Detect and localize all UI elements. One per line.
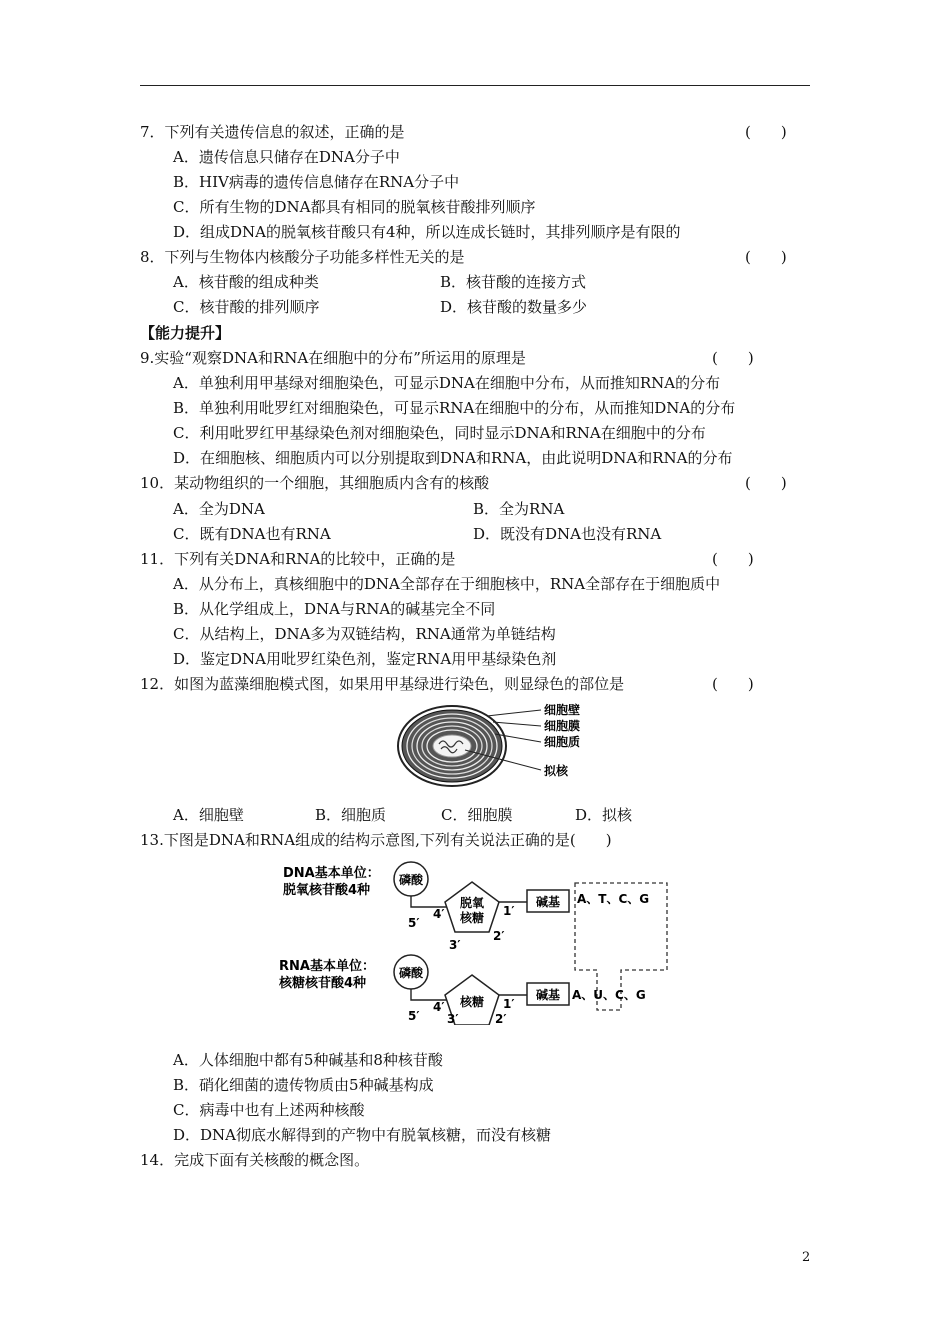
dna-carbon-3: 3′ xyxy=(449,938,461,952)
dna-title-line2: 脱氧核苷酸4种 xyxy=(283,883,371,898)
rna-title-line1: RNA基本单位： xyxy=(279,959,375,974)
q9-option-d: D．在细胞核、细胞质内可以分别提取到DNA和RNA，由此说明DNA和RNA的分布 xyxy=(173,449,733,467)
q13-option-d: D．DNA彻底水解得到的产物中有脱氧核糖，而没有核糖 xyxy=(173,1126,552,1144)
q9-stem: 9.实验“观察DNA和RNA在细胞中的分布”所运用的原理是 xyxy=(140,349,526,367)
section-heading: 【能力提升】 xyxy=(140,324,231,342)
q11-option-b: B．从化学组成上，DNA与RNA的碱基完全不同 xyxy=(173,600,496,618)
q7-answer-paren: ( ) xyxy=(745,123,787,141)
q12-option-b: B．细胞质 xyxy=(315,806,387,824)
dna-carbon-5: 5′ xyxy=(408,916,420,930)
rna-carbon-5: 5′ xyxy=(408,1009,420,1023)
label-cytoplasm: 细胞质 xyxy=(544,735,581,749)
dna-title-line1: DNA基本单位： xyxy=(283,866,380,881)
rna-title-line2: 核糖核苷酸4种 xyxy=(279,976,367,991)
rna-phosphate-label: 磷酸 xyxy=(398,966,424,980)
q10-option-a: A．全为DNA xyxy=(173,500,265,518)
q7-option-b: B．HIV病毒的遗传信息储存在RNA分子中 xyxy=(173,173,460,191)
q13-stem: 13.下图是DNA和RNA组成的结构示意图,下列有关说法正确的是( ) xyxy=(140,831,612,849)
rna-carbon-4: 4′ xyxy=(433,1000,445,1014)
rna-carbon-3: 3′ xyxy=(447,1012,459,1025)
dna-phosphate-label: 磷酸 xyxy=(398,873,424,887)
header-rule xyxy=(140,85,810,86)
deoxyribose-label-1: 脱氧 xyxy=(459,896,485,910)
q11-option-d: D．鉴定DNA用吡罗红染色剂，鉴定RNA用甲基绿染色剂 xyxy=(173,650,557,668)
q7-option-a: A．遗传信息只储存在DNA分子中 xyxy=(173,148,400,166)
q8-option-b: B．核苷酸的连接方式 xyxy=(440,273,587,291)
q9-option-c: C．利用吡罗红甲基绿染色剂对细胞染色，同时显示DNA和RNA在细胞中的分布 xyxy=(173,424,706,442)
cyanobacteria-figure xyxy=(395,700,595,800)
q10-option-d: D．既没有DNA也没有RNA xyxy=(473,525,662,543)
dna-carbon-1: 1′ xyxy=(503,904,515,918)
q11-answer-paren: ( ) xyxy=(712,550,754,568)
q7-stem: 7．下列有关遗传信息的叙述，正确的是 xyxy=(140,123,405,141)
dna-carbon-4: 4′ xyxy=(433,907,445,921)
rna-bases-list: A、U、C、G xyxy=(572,988,646,1002)
q10-option-b: B．全为RNA xyxy=(473,500,565,518)
q12-option-d: D．拟核 xyxy=(575,806,633,824)
q9-option-a: A．单独利用甲基绿对细胞染色，可显示DNA在细胞中分布，从而推知RNA的分布 xyxy=(173,374,721,392)
q7-option-d: D．组成DNA的脱氧核苷酸只有4种，所以连成长链时，其排列顺序是有限的 xyxy=(173,223,681,241)
q13-option-a: A．人体细胞中都有5种碱基和8种核苷酸 xyxy=(173,1051,443,1069)
q9-answer-paren: ( ) xyxy=(712,349,754,367)
q12-answer-paren: ( ) xyxy=(712,675,754,693)
page-number: 2 xyxy=(802,1250,811,1265)
deoxyribose-label-2: 核糖 xyxy=(459,911,485,925)
q13-option-b: B．硝化细菌的遗传物质由5种碱基构成 xyxy=(173,1076,434,1094)
q10-option-c: C．既有DNA也有RNA xyxy=(173,525,331,543)
label-cell-wall: 细胞壁 xyxy=(544,703,581,717)
q11-stem: 11．下列有关DNA和RNA的比较中，正确的是 xyxy=(140,550,456,568)
q11-option-a: A．从分布上，真核细胞中的DNA全部存在于细胞核中，RNA全部存在于细胞质中 xyxy=(173,575,721,593)
q10-answer-paren: ( ) xyxy=(745,474,787,492)
q13-option-c: C．病毒中也有上述两种核酸 xyxy=(173,1101,365,1119)
dna-bases-list: A、T、C、G xyxy=(577,892,650,906)
q12-option-c: C．细胞膜 xyxy=(441,806,513,824)
nucleoid-shape xyxy=(433,735,471,757)
label-cell-membrane: 细胞膜 xyxy=(544,719,581,733)
rna-base-label: 碱基 xyxy=(535,988,561,1002)
q8-option-c: C．核苷酸的排列顺序 xyxy=(173,298,320,316)
q7-option-c: C．所有生物的DNA都具有相同的脱氧核苷酸排列顺序 xyxy=(173,198,536,216)
dna-carbon-2: 2′ xyxy=(493,929,505,943)
q9-option-b: B．单独利用吡罗红对细胞染色，可显示RNA在细胞中的分布，从而推知DNA的分布 xyxy=(173,399,736,417)
q12-stem: 12．如图为蓝藻细胞模式图，如果用甲基绿进行染色，则显绿色的部位是 xyxy=(140,675,625,693)
dna-base-label: 碱基 xyxy=(535,895,561,909)
q12-option-a: A．细胞壁 xyxy=(173,806,244,824)
rna-carbon-1: 1′ xyxy=(503,997,515,1011)
nucleotide-structure-figure xyxy=(275,855,675,1025)
q11-option-c: C．从结构上，DNA多为双链结构，RNA通常为单链结构 xyxy=(173,625,556,643)
ribose-label: 核糖 xyxy=(459,995,485,1009)
q8-option-a: A．核苷酸的组成种类 xyxy=(173,273,319,291)
q10-stem: 10．某动物组织的一个细胞，其细胞质内含有的核酸 xyxy=(140,474,490,492)
label-nucleoid: 拟核 xyxy=(544,764,569,778)
q8-answer-paren: ( ) xyxy=(745,248,787,266)
rna-carbon-2: 2′ xyxy=(495,1012,507,1025)
q14-stem: 14．完成下面有关核酸的概念图。 xyxy=(140,1151,370,1169)
q8-stem: 8．下列与生物体内核酸分子功能多样性无关的是 xyxy=(140,248,465,266)
q8-option-d: D．核苷酸的数量多少 xyxy=(440,298,588,316)
